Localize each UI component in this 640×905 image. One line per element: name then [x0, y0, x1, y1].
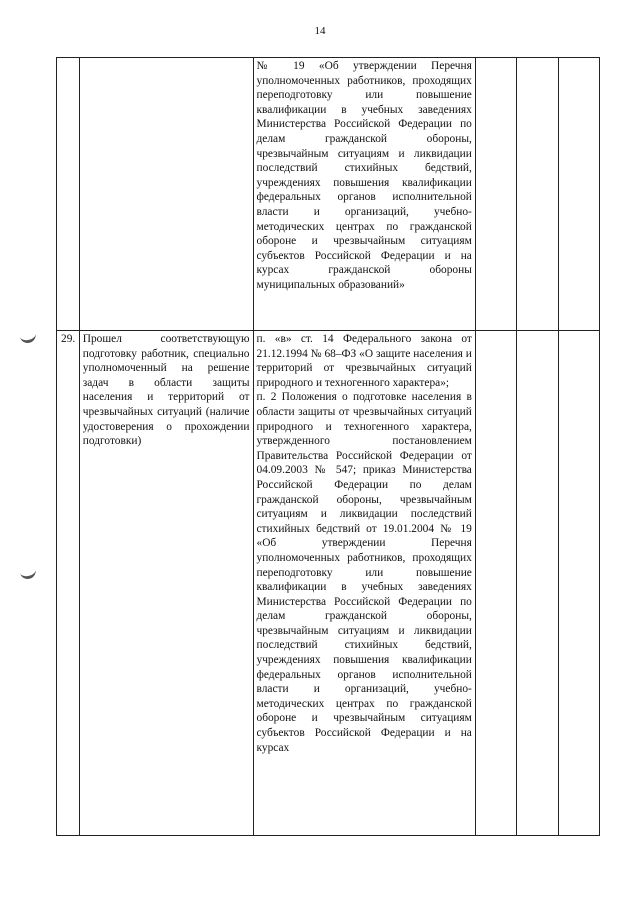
punch-hole-mark [19, 564, 37, 580]
empty-cell [517, 58, 558, 331]
empty-cell [475, 331, 516, 836]
requirement-cell [79, 58, 253, 331]
legal-basis-paragraph: № 19 «Об утверждении Перечня уполномоченных работников, проходящих переподготовку или повышение квалификации в учебных заведениях Министерства Российской Федерации по делам гражданской обороны, чрезвычайным ситуациям и ликвидации последствий стихийных бедствий, учреждениях повышения квалификации федеральных органов исполнительной власти и организаций, учебно-методических центрах по гражданской обороне и чрезвычайным ситуациям субъектов Российской Федерации и на курсах гражданской обороны муниципальных образований» [256, 60, 472, 291]
punch-hole-mark [19, 328, 37, 344]
legal-basis-cell [253, 331, 475, 836]
table-row [57, 331, 600, 836]
row-number-cell [57, 58, 80, 331]
row-number-cell: 29. [57, 331, 80, 836]
empty-cell [558, 331, 599, 836]
empty-cell [558, 58, 599, 331]
empty-cell [475, 58, 516, 331]
requirements-table [56, 57, 600, 836]
table-row [57, 58, 600, 331]
page-number: 14 [314, 25, 326, 37]
empty-cell [517, 331, 558, 836]
legal-basis-paragraph: п. 2 Положения о подготовке населения в области защиты от чрезвычайных ситуаций природного и техногенного характера, утвержденного постановлением Правительства Российской Федерации от 04.09.2003 № 547; приказ Министерства Российской Федерации по делам гражданской обороны, чрезвычайным ситуациям и ликвидации последствий стихийных бедствий от 19.01.2004 № 19 «Об утверждении Перечня уполномоченных работников, проходящих переподготовку или повышение квалификации в учебных заведениях Министерства Российской Федерации по делам гражданской обороны, чрезвычайным ситуациям и ликвидации последствий стихийных бедствий, учреждениях повышения квалификации федеральных органов исполнительной власти и организаций, учебно-методических центрах по гражданской обороне и чрезвычайным ситуациям субъектов Российской Федерации и на курсах [256, 391, 472, 754]
legal-basis-paragraph: п. «в» ст. 14 Федерального закона от 21.12.1994 № 68–ФЗ «О защите населения и территорий от чрезвычайных ситуаций природного и техногенного характера»; [256, 333, 472, 389]
requirement-cell: Прошел соответствующую подготовку работник, специально уполномоченный на решение задач в области защиты населения и территорий от чрезвычайных ситуаций (наличие удостоверения о прохождении подготовки) [79, 331, 253, 836]
legal-basis-cell [253, 58, 475, 331]
